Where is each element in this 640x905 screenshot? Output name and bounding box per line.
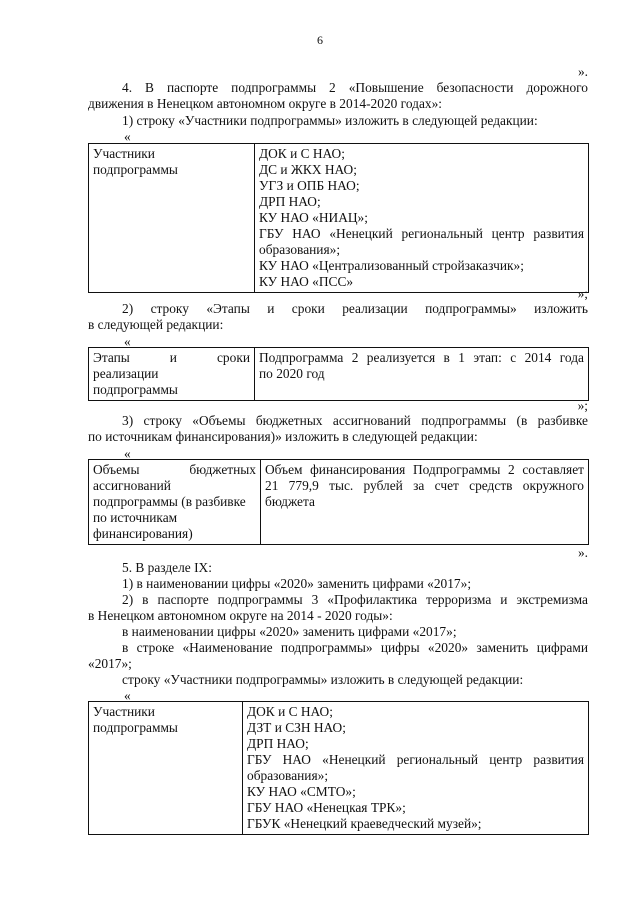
table-value-cell bbox=[255, 348, 589, 401]
section-4-item-2-line1: 2) строку «Этапы и сроки реализации подпрограммы» изложить bbox=[122, 301, 588, 316]
closing-quote: »; bbox=[577, 286, 588, 301]
section-5-item-2-line1: 2) в паспорте подпрограммы 3 «Профилактика терроризма и экстремизма bbox=[122, 592, 588, 607]
section-4-heading-line2: движения в Ненецком автономном округе в 2014-2020 годах»: bbox=[88, 96, 443, 111]
stages-text-line: по 2020 год bbox=[259, 366, 325, 381]
table-label-line: Объемы бюджетных bbox=[93, 462, 256, 477]
section-4-heading-line1: 4. В паспорте подпрограммы 2 «Повышение безопасности дорожного bbox=[122, 80, 588, 95]
page-number: 6 bbox=[317, 33, 323, 47]
participant-entry: ДОК и С НАО; bbox=[259, 146, 345, 161]
table-label-line: Участники bbox=[93, 704, 155, 719]
table-label-line: финансирования) bbox=[93, 526, 193, 541]
opening-quote: « bbox=[124, 129, 131, 144]
closing-quote: ». bbox=[577, 64, 588, 79]
participant-entry: ДРП НАО; bbox=[259, 194, 321, 209]
closing-quote: ». bbox=[577, 545, 588, 560]
section-5-item-1: 1) в наименовании цифры «2020» заменить цифрами «2017»; bbox=[122, 576, 472, 591]
table-label-line: подпрограммы bbox=[93, 382, 178, 397]
table-value-cell bbox=[243, 702, 589, 835]
participant-entry: ДС и ЖКХ НАО; bbox=[259, 162, 357, 177]
participants-table-1 bbox=[88, 143, 589, 293]
section-4-item-1: 1) строку «Участники подпрограммы» изложить в следующей редакции: bbox=[122, 113, 538, 128]
section-4-item-3-line2: по источникам финансирования)» изложить в следующей редакции: bbox=[88, 429, 478, 444]
participant-entry: ДРП НАО; bbox=[247, 736, 309, 751]
budget-table bbox=[88, 459, 589, 545]
participant-entry: образования»; bbox=[247, 768, 329, 783]
table-label-cell bbox=[89, 348, 255, 401]
table-label-cell bbox=[89, 702, 243, 835]
table-label-line: ассигнований bbox=[93, 478, 171, 493]
section-4-item-2-line2: в следующей редакции: bbox=[88, 317, 224, 332]
section-5-item-2-line2: в Ненецком автономном округе на 2014 - 2020 годы»: bbox=[88, 608, 393, 623]
participants-table-2 bbox=[88, 701, 589, 835]
section-5-paragraph-3: строку «Участники подпрограммы» изложить в следующей редакции: bbox=[122, 672, 524, 687]
table-label-line: подпрограммы bbox=[93, 162, 178, 177]
table-label-cell bbox=[89, 460, 261, 545]
participant-entry: КУ НАО «НИАЦ»; bbox=[259, 210, 368, 225]
opening-quote: « bbox=[124, 446, 131, 461]
table-label-line: Участники bbox=[93, 146, 155, 161]
table-label-line: подпрограммы bbox=[93, 720, 178, 735]
budget-text-line: Объем финансирования Подпрограммы 2 составляет bbox=[265, 462, 584, 477]
closing-quote: »; bbox=[577, 398, 588, 413]
participant-entry: КУ НАО «СМТО»; bbox=[247, 784, 356, 799]
participant-entry: ГБУК «Ненецкий краеведческий музей»; bbox=[247, 816, 482, 831]
opening-quote: « bbox=[124, 334, 131, 349]
opening-quote: « bbox=[124, 688, 131, 703]
stages-table bbox=[88, 347, 589, 401]
stages-text-line: Подпрограмма 2 реализуется в 1 этап: с 2014 года bbox=[259, 350, 584, 365]
participant-entry: ГБУ НАО «Ненецкий региональный центр развития bbox=[259, 226, 584, 241]
section-5-heading: 5. В разделе IX: bbox=[122, 560, 212, 575]
table-value-cell bbox=[255, 144, 589, 293]
table-label-cell bbox=[89, 144, 255, 293]
participant-entry: ГБУ НАО «Ненецкая ТРК»; bbox=[247, 800, 406, 815]
budget-text-line: 21 779,9 тыс. рублей за счет средств окружного bbox=[265, 478, 584, 493]
table-label-line: реализации bbox=[93, 366, 159, 381]
participant-entry: КУ НАО «ПСС» bbox=[259, 274, 354, 289]
participant-entry: КУ НАО «Централизованный стройзаказчик»; bbox=[259, 258, 524, 273]
budget-text-line: бюджета bbox=[265, 494, 315, 509]
participant-entry: УГЗ и ОПБ НАО; bbox=[259, 178, 360, 193]
section-5-paragraph-1: в наименовании цифры «2020» заменить цифрами «2017»; bbox=[122, 624, 457, 639]
participant-entry: образования»; bbox=[259, 242, 341, 257]
section-5-paragraph-2-line2: «2017»; bbox=[88, 656, 132, 671]
participant-entry: ДОК и С НАО; bbox=[247, 704, 333, 719]
section-4-item-3-line1: 3) строку «Объемы бюджетных ассигнований подпрограммы (в разбивке bbox=[122, 413, 588, 428]
section-5-paragraph-2-line1: в строке «Наименование подпрограммы» цифры «2020» заменить цифрами bbox=[122, 640, 588, 655]
table-label-line: Этапы и сроки bbox=[93, 350, 250, 365]
table-label-line: подпрограммы (в разбивке bbox=[93, 494, 246, 509]
participant-entry: ДЗТ и СЗН НАО; bbox=[247, 720, 346, 735]
table-label-line: по источникам bbox=[93, 510, 178, 525]
participant-entry: ГБУ НАО «Ненецкий региональный центр развития bbox=[247, 752, 584, 767]
table-value-cell bbox=[261, 460, 589, 545]
